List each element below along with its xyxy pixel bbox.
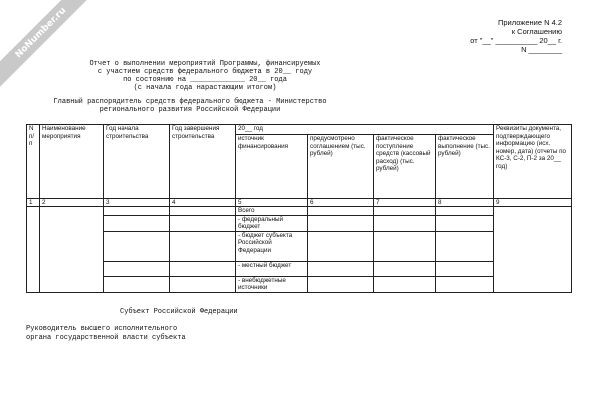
col-planned-header: предусмотрено соглашением (тыс. рублей) xyxy=(308,135,374,199)
appendix-date: от "__" __________ 20__ г. xyxy=(470,36,562,45)
cell xyxy=(436,215,494,231)
cell xyxy=(374,231,436,261)
source-row xyxy=(27,261,572,276)
cell xyxy=(374,207,436,216)
cell xyxy=(374,261,436,276)
signatory-line: органа государственной власти субъекта xyxy=(26,334,186,342)
col-end-year-header: Год завершения строительства xyxy=(170,125,236,199)
subject-label: Субъект Российской Федерации xyxy=(120,308,238,316)
source-total: Всего xyxy=(236,207,308,216)
col-actual-receipt-header: фактическое поступление средств (кассовый расход) (тыс. рублей) xyxy=(374,135,436,199)
column-number: 9 xyxy=(494,199,572,207)
report-title xyxy=(40,60,370,92)
manager-line: Главный распорядитель средств федерального бюджета - Министерство xyxy=(53,98,327,106)
source-federal: - федеральный бюджет xyxy=(236,215,308,231)
column-number: 6 xyxy=(308,199,374,207)
cell xyxy=(104,231,170,261)
cell xyxy=(170,261,236,276)
appendix-agreement: к Соглашению xyxy=(511,27,562,36)
cell xyxy=(104,207,170,216)
title-line: по состоянию на _____________ 20__ года xyxy=(123,76,287,84)
cell xyxy=(308,231,374,261)
cell xyxy=(104,261,170,276)
col-event-header: Наименование мероприятия xyxy=(40,125,104,199)
cell xyxy=(104,276,170,292)
cell xyxy=(374,215,436,231)
cell xyxy=(308,215,374,231)
budget-manager xyxy=(0,98,380,114)
watermark-ribbon: NoNumber.ru xyxy=(0,0,100,92)
col-number-header: N п/п xyxy=(27,125,40,199)
source-local: - местный бюджет xyxy=(236,261,308,276)
signatory-line: Руководитель высшего исполнительного xyxy=(26,325,178,333)
source-extrabudgetary: - внебюджетные источники xyxy=(236,276,308,292)
report-table xyxy=(26,124,572,293)
column-number: 1 xyxy=(27,199,40,207)
cell xyxy=(436,231,494,261)
appendix-number: Приложение N 4.2 xyxy=(498,18,562,27)
cell-number xyxy=(27,207,40,293)
appendix-doc-number: N ________ xyxy=(521,45,562,54)
source-row xyxy=(27,215,572,231)
cell xyxy=(308,261,374,276)
column-number: 7 xyxy=(374,199,436,207)
title-line: с участием средств федерального бюджета в 20__ году xyxy=(97,68,313,76)
header-row xyxy=(27,125,572,135)
cell xyxy=(436,261,494,276)
appendix-header xyxy=(470,18,562,54)
cell-requisites xyxy=(494,207,572,293)
cell-event-name xyxy=(40,207,104,293)
source-row xyxy=(27,207,572,216)
title-line: (с начала года нарастающим итогом) xyxy=(133,84,277,92)
manager-line: регионального развития Российской Федерации xyxy=(99,106,281,114)
title-line: Отчет о выполнении мероприятий Программы, финансируемых xyxy=(89,60,321,68)
column-number: 5 xyxy=(236,199,308,207)
column-number: 8 xyxy=(436,199,494,207)
cell xyxy=(170,215,236,231)
source-row xyxy=(27,231,572,261)
cell xyxy=(170,276,236,292)
year-group-header: 20__ год xyxy=(236,125,494,135)
signatory-block xyxy=(26,325,186,343)
cell xyxy=(374,276,436,292)
column-number: 4 xyxy=(170,199,236,207)
cell xyxy=(436,207,494,216)
col-start-year-header: Год начала строительства xyxy=(104,125,170,199)
cell xyxy=(104,215,170,231)
column-number: 3 xyxy=(104,199,170,207)
column-number: 2 xyxy=(40,199,104,207)
cell xyxy=(308,207,374,216)
source-regional: - бюджет субъекта Российской Федерации xyxy=(236,231,308,261)
source-row xyxy=(27,276,572,292)
col-requisites-header: Реквизиты документа, подтверждающего информацию (исх. номер, дата) (отчеты по КС-3, С-2, П-2 за 20__ год) xyxy=(494,125,572,199)
cell xyxy=(170,207,236,216)
column-numbers-row xyxy=(27,199,572,207)
cell xyxy=(170,231,236,261)
col-source-header: источник финансирования xyxy=(236,135,308,199)
cell xyxy=(308,276,374,292)
col-actual-execution-header: фактическое выполнение (тыс. рублей) xyxy=(436,135,494,199)
cell xyxy=(436,276,494,292)
